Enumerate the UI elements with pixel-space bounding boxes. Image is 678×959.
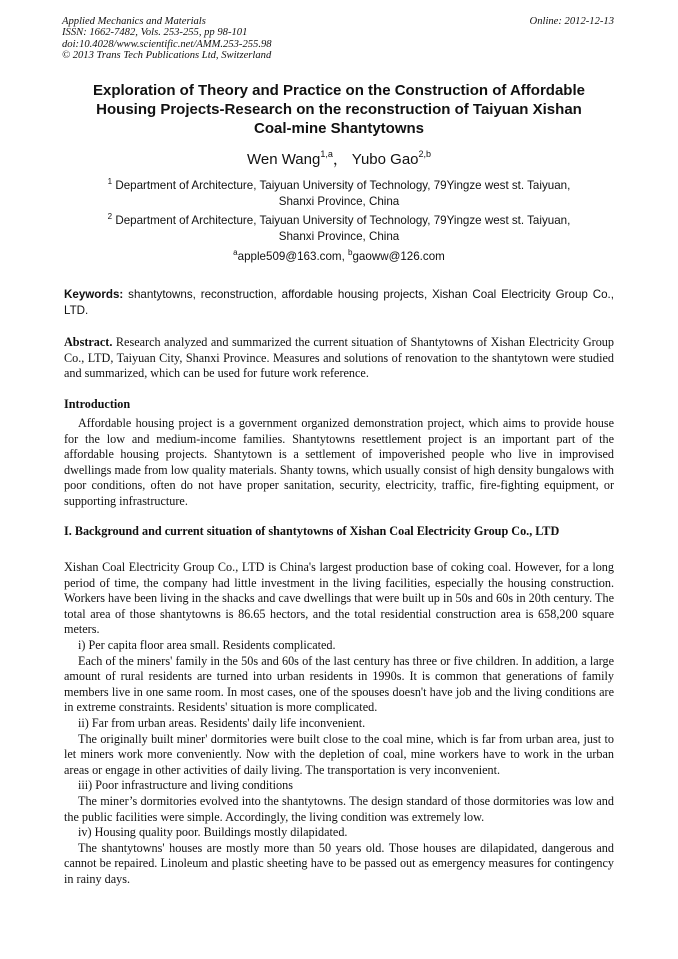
keywords-label: Keywords:	[64, 288, 124, 301]
journal-name: Applied Mechanics and Materials	[62, 16, 206, 27]
affiliation-1-marker: 1	[107, 177, 113, 186]
affiliation-2	[64, 213, 614, 244]
email-b: gaoww@126.com	[352, 250, 445, 263]
email-b-marker: b	[348, 248, 353, 257]
introduction-body	[64, 416, 614, 510]
online-date: Online: 2012-12-13	[529, 16, 614, 27]
affiliation-2-line-1: Department of Architecture, Taiyuan University of Technology, 79Yingze west st. Taiyuan,	[115, 214, 571, 227]
introduction-heading: Introduction	[64, 397, 131, 411]
journal-meta	[62, 16, 272, 62]
section-1-paragraph-2: Each of the miners' family in the 50s and 60s of the last century has three or five children. In addition, a large amount of rural residents are turned into urban residents in 1990s. It is common that generations of family members live in one same room. In most cases, one of the spouses doesn't have job and the living conditions are in extreme constraints. Residents' situation is more complicated.	[64, 653, 614, 715]
introduction-paragraph: Affordable housing project is a government organized demonstration project, which aims to provide house for the low and medium-income families. Shantytowns resettlement project is an important part of the affordable housing projects. Shantytown is a settlement of impoverished people who live in improvised dwellings made from low quality materials. Shanty towns, which usually consist of high density bungalows with poor conditions, often do not have proper sanitation, security, electricity, traffic, fire-fighting equipment, or supporting infrastructure.	[64, 416, 614, 508]
section-1-paragraph-5: The shantytowns' houses are mostly more than 50 years old. Those houses are dilapidated, dangerous and cannot be repaired. Linoleum and plastic sheeting have to be passed out as emergency measures for contingency in rainy days.	[64, 840, 614, 886]
subsection-2-title: ii) Far from urban areas. Residents' daily life inconvenient.	[78, 715, 366, 730]
section-1-body	[64, 560, 614, 887]
affiliation-1	[64, 178, 614, 209]
section-1-paragraph-4: The miner’s dormitories evolved into the shantytowns. The design standard of those dormitories was low and the public facilities were simple. Accordingly, the living condition was extremely low.	[64, 793, 614, 824]
affiliation-1-line-1: Department of Architecture, Taiyuan University of Technology, 79Yingze west st. Taiyuan,	[115, 179, 571, 192]
title-line-3: Coal-mine Shantytowns	[253, 120, 425, 137]
subsection-3-title: iii) Poor infrastructure and living conditions	[78, 778, 293, 793]
abstract-label: Abstract.	[64, 335, 113, 349]
author-list	[64, 150, 614, 170]
abstract	[64, 335, 614, 382]
copyright-line: © 2013 Trans Tech Publications Ltd, Switzerland	[62, 50, 272, 62]
author-2-marker: 2,b	[418, 149, 432, 159]
title-line-2: Housing Projects-Research on the reconstruction of Taiyuan Xishan	[96, 101, 582, 118]
email-a: apple509@163.com,	[237, 250, 345, 263]
subsection-1-title: i) Per capita floor area small. Residents complicated.	[78, 637, 336, 652]
affiliation-2-marker: 2	[107, 212, 113, 221]
subsection-4-title: iv) Housing quality poor. Buildings mostly dilapidated.	[78, 825, 348, 840]
affiliation-1-line-2: Shanxi Province, China	[278, 194, 400, 208]
section-1-paragraph-1: Xishan Coal Electricity Group Co., LTD is China's largest production base of coking coal. However, for a long period of time, the company had little investment in the living facilities, especially the housing construction. Workers have been living in the shacks and cave dwellings that were built up in 50s and 60s in 20th century. The total area of those shantytowns is 86.65 hectors, and the total residential construction area is 658,200 square meters.	[64, 560, 614, 637]
email-a-marker: a	[233, 248, 238, 257]
author-separator: ，	[332, 151, 348, 168]
keywords-text: shantytowns, reconstruction, affordable housing projects, Xishan Coal Electricity Group Co., LTD.	[64, 288, 614, 317]
abstract-text: Research analyzed and summarized the current situation of Shantytowns of Xishan Electricity Group Co., LTD, Taiyuan City, Shanxi Province. Measures and solutions of renovation to the shantytown were studied and summarized, which can be used for future work reference.	[64, 335, 614, 381]
author-emails	[64, 249, 614, 264]
issn-line: ISSN: 1662-7482, Vols. 253-255, pp 98-101	[62, 27, 248, 39]
author-2: Yubo Gao	[351, 151, 419, 168]
title-line-1: Exploration of Theory and Practice on the Construction of Affordable	[93, 82, 585, 99]
affiliation-2-line-2: Shanxi Province, China	[278, 229, 400, 243]
paper-title	[64, 81, 614, 138]
author-1: Wen Wang	[246, 151, 321, 168]
keywords	[64, 287, 614, 318]
section-1-heading: I. Background and current situation of shantytowns of Xishan Coal Electricity Group Co., LTD	[64, 524, 560, 538]
author-1-marker: 1,a	[320, 149, 333, 159]
doi-line: doi:10.4028/www.scientific.net/AMM.253-255.98	[62, 38, 272, 50]
section-1-paragraph-3: The originally built miner' dormitories were built close to the coal mine, which is far from urban area, just to let miners work more conveniently. Now with the depletion of coal, mine workers have to work in the urban areas or engage in other activities of daily living. The transportation is very inconvenient.	[64, 731, 614, 777]
